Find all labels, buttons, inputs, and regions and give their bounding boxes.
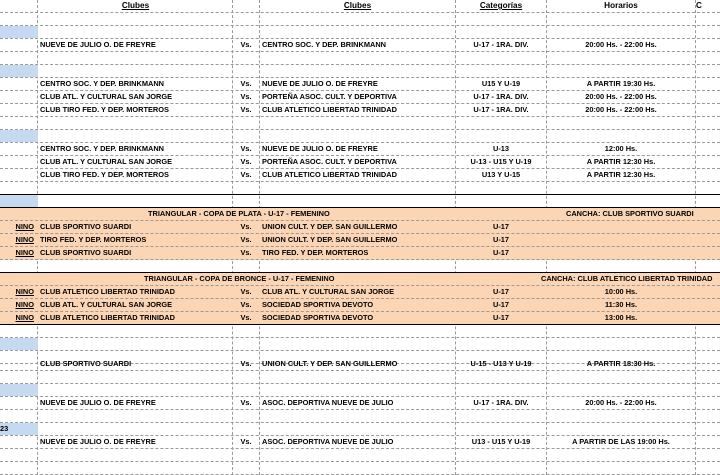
away-club: ASOC. DEPORTIVA NUEVE DE JULIO [262,398,394,407]
schedule: 20:00 Hs. - 22:00 Hs. [585,92,657,101]
match-row [0,169,720,182]
schedule: 12:00 Hs. [604,144,638,153]
section-strip-row [0,130,720,143]
away-club: CENTRO SOC. Y DEP. BRINKMANN [262,40,387,49]
vs-label: Vs. [240,105,252,114]
vs-label: Vs. [240,170,252,179]
section-strip-row [0,65,720,78]
section-strip [0,26,38,38]
away-club: CLUB ATLETICO LIBERTAD TRINIDAD [262,105,397,114]
schedule: A PARTIR 12:30 Hs. [586,170,656,179]
home-club: TIRO FED. Y DEP. MORTEROS [40,235,147,244]
away-club: CLUB ATLETICO LIBERTAD TRINIDAD [262,170,397,179]
match-row [0,299,720,312]
category: U-15 - U13 Y U-19 [470,359,532,368]
category: U13 - U15 Y U-19 [471,437,531,446]
vs-label: Vs. [240,248,252,257]
empty-row [0,462,720,475]
bronce-cancha: CANCHA: CLUB ATLETICO LIBERTAD TRINIDAD [541,274,713,283]
section-strip [0,195,38,207]
schedule: A PARTIR DE LAS 19:00 Hs. [572,437,670,446]
schedule: A PARTIR 19:30 Hs. [586,79,656,88]
category-prefix: NINO [15,313,34,322]
schedule: 20:00 Hs. - 22:00 Hs. [585,105,657,114]
home-club: CLUB TIRO FED. Y DEP. MORTEROS [40,105,169,114]
category: U-17 [492,235,510,244]
section-strip [0,65,38,77]
vs-label: Vs. [240,79,252,88]
category-prefix: NINO [15,287,34,296]
match-row [0,91,720,104]
schedule: 20:00 Hs. - 22:00 Hs. [585,40,657,49]
section-strip-label: 23 [0,424,9,433]
away-club: UNION CULT. Y DEP. SAN GUILLERMO [262,235,398,244]
match-row [0,221,720,234]
match-row [0,39,720,52]
away-club: PORTEÑA ASOC. CULT. Y DEPORTIVA [262,92,397,101]
category: U-17 [492,222,510,231]
section-strip [0,130,38,142]
section-strip-row [0,423,720,436]
away-club: UNION CULT. Y DEP. SAN GUILLERMO [262,222,398,231]
header-horarios: Horarios [604,1,638,10]
empty-row [0,410,720,423]
category-prefix: NINO [15,248,34,257]
vs-label: Vs. [240,313,252,322]
plata-title-row [0,208,720,221]
away-club: UNION CULT. Y DEP. SAN GUILLERMO [262,359,398,368]
vs-label: Vs. [240,398,252,407]
away-club: SOCIEDAD SPORTIVA DEVOTO [262,313,374,322]
home-club: CLUB TIRO FED. Y DEP. MORTEROS [40,170,169,179]
vs-label: Vs. [240,144,252,153]
away-club: PORTEÑA ASOC. CULT. Y DEPORTIVA [262,157,397,166]
vs-label: Vs. [240,287,252,296]
match-row [0,156,720,169]
away-club: CLUB ATL. Y CULTURAL SAN JORGE [262,287,395,296]
category: U-17 - 1RA. DIV. [473,398,529,407]
category: U-17 - 1RA. DIV. [473,92,529,101]
vs-label: Vs. [240,300,252,309]
match-row [0,312,720,325]
home-club: CLUB SPORTIVO SUARDI [40,248,132,257]
category: U-17 - 1RA. DIV. [473,105,529,114]
home-club: NUEVE DE JULIO O. DE FREYRE [40,40,156,49]
section-strip-row [0,26,720,39]
match-row [0,358,720,371]
header-categorias: Categorías [479,1,523,10]
section-strip-row [0,338,720,351]
header-last-col: C [696,1,702,10]
match-row [0,436,720,449]
bronce-title: TRIANGULAR - COPA DE BRONCE - U-17 - FEMENINO [144,274,335,283]
match-row [0,234,720,247]
plata-cancha: CANCHA: CLUB SPORTIVO SUARDI [566,209,694,218]
category: U-17 [492,313,510,322]
vs-label: Vs. [240,92,252,101]
away-club: NUEVE DE JULIO O. DE FREYRE [262,79,378,88]
empty-row [0,13,720,26]
vs-label: Vs. [240,235,252,244]
category-prefix: NINO [15,300,34,309]
home-club: CENTRO SOC. Y DEP. BRINKMANN [40,79,165,88]
away-club: NUEVE DE JULIO O. DE FREYRE [262,144,378,153]
home-club: NUEVE DE JULIO O. DE FREYRE [40,398,156,407]
category: U-13 - U15 Y U-19 [470,157,532,166]
category: U-17 [492,300,510,309]
empty-row [0,52,720,65]
away-club: SOCIEDAD SPORTIVA DEVOTO [262,300,374,309]
home-club: CLUB ATL. Y CULTURAL SAN JORGE [40,157,173,166]
empty-row [0,117,720,130]
away-club: TIRO FED. Y DEP. MORTEROS [262,248,369,257]
section-strip-row [0,384,720,397]
header-clubes-right: Clubes [343,1,372,10]
schedule: A PARTIR 12:30 Hs. [586,157,656,166]
bronce-title-row [0,273,720,286]
category: U-17 [492,287,510,296]
home-club: CENTRO SOC. Y DEP. BRINKMANN [40,144,165,153]
match-row [0,286,720,299]
match-row [0,78,720,91]
category: U13 Y U-15 [481,170,521,179]
empty-row [0,182,720,195]
home-club: CLUB SPORTIVO SUARDI [40,222,132,231]
home-club: NUEVE DE JULIO O. DE FREYRE [40,437,156,446]
category-prefix: NINO [15,222,34,231]
match-row [0,397,720,410]
home-club: CLUB SPORTIVO SUARDI [40,359,132,368]
empty-row [0,260,720,273]
section-strip [0,384,38,396]
home-club: CLUB ATL. Y CULTURAL SAN JORGE [40,300,173,309]
category: U15 Y U-19 [481,79,521,88]
header-clubes-left: Clubes [121,1,150,10]
category-prefix: NINO [15,235,34,244]
vs-label: Vs. [240,359,252,368]
vs-label: Vs. [240,437,252,446]
schedule: 20:00 Hs. - 22:00 Hs. [585,398,657,407]
match-row [0,247,720,260]
empty-row [0,449,720,462]
home-club: CLUB ATLETICO LIBERTAD TRINIDAD [40,313,175,322]
header-row [0,0,720,13]
vs-label: Vs. [240,222,252,231]
away-club: ASOC. DEPORTIVA NUEVE DE JULIO [262,437,394,446]
category: U-13 [492,144,510,153]
schedule: 10:00 Hs. [604,287,638,296]
section-strip [0,338,38,350]
category: U-17 [492,248,510,257]
category: U-17 - 1RA. DIV. [473,40,529,49]
match-row [0,104,720,117]
vs-label: Vs. [240,157,252,166]
plata-title: TRIANGULAR - COPA DE PLATA - U-17 - FEMENINO [148,209,330,218]
home-club: CLUB ATL. Y CULTURAL SAN JORGE [40,92,173,101]
match-row [0,143,720,156]
vs-label: Vs. [240,40,252,49]
home-club: CLUB ATLETICO LIBERTAD TRINIDAD [40,287,175,296]
section-strip [0,423,38,435]
schedule: 13:00 Hs. [604,313,638,322]
empty-row [0,325,720,338]
schedule: A PARTIR 18:30 Hs. [586,359,656,368]
section-strip-row [0,195,720,208]
empty-row [0,371,720,384]
schedule: 11:30 Hs. [604,300,638,309]
